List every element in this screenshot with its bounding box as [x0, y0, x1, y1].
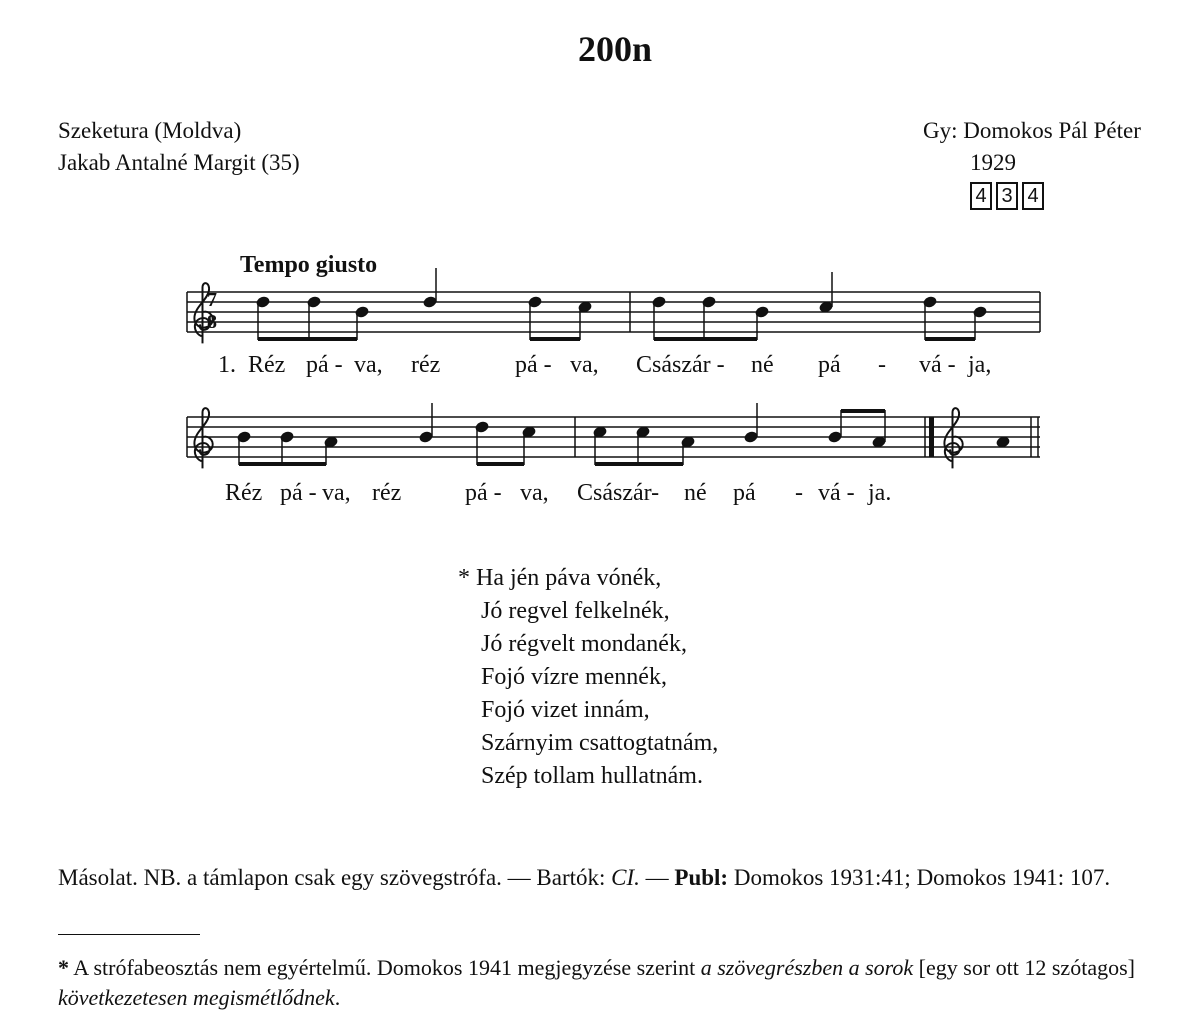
verse-number: 1.: [218, 352, 236, 378]
footnote-italic: következetesen megismétlődnek: [58, 985, 335, 1010]
lyric-syllable: vá -: [919, 352, 956, 378]
lyric-syllable: -: [878, 352, 886, 378]
footnote-text: [egy sor ott 12 szótagos]: [913, 955, 1135, 980]
footnote-divider: [58, 934, 200, 935]
footnote-marker: *: [458, 565, 470, 591]
note-text: Domokos 1931:41; Domokos 1941: 107.: [728, 865, 1111, 890]
lyric-syllable: va,: [354, 352, 383, 378]
source-note: [58, 862, 1170, 893]
note-text: —: [639, 865, 675, 890]
lyric-syllable: pá: [818, 352, 841, 378]
lyric-syllable: Császár -: [636, 352, 725, 378]
lyric-syllable: né: [684, 480, 707, 506]
lyric-syllable: Réz: [225, 480, 263, 506]
poem-line: [458, 562, 718, 595]
collector-label: Gy: Domokos Pál Péter: [923, 118, 1141, 143]
poem-line: Jó regvel felkelnék,: [481, 598, 670, 624]
place-label: Szeketura (Moldva): [58, 118, 242, 143]
lyric-syllable: pá -: [515, 352, 552, 378]
lyric-syllable: Réz: [248, 352, 286, 378]
double-barline: [929, 417, 934, 457]
lyric-syllable: né: [751, 352, 774, 378]
lyric-syllable: va,: [322, 480, 351, 506]
lyric-syllable: ja.: [868, 480, 892, 506]
footnote-marker: *: [58, 955, 69, 980]
footnote: [58, 953, 1170, 1013]
poem-line: Fojó vízre mennék,: [481, 664, 667, 690]
poem-line: Szép tollam hullatnám.: [481, 763, 703, 789]
footnote-italic: a szövegrészben a sorok: [700, 955, 914, 980]
lyric-syllable: réz: [411, 352, 441, 378]
bartok-reference: CI.: [611, 865, 640, 890]
staff-lines-2: [187, 417, 1040, 457]
lyric-syllable: pá -: [306, 352, 343, 378]
lyric-syllable: Császár-: [577, 480, 660, 506]
footnote-text: .: [334, 985, 341, 1010]
poem-text: [458, 562, 718, 793]
poem-line: Fojó vizet innám,: [481, 697, 650, 723]
class-box: 3: [996, 182, 1018, 210]
poem-line-text: Ha jén páva vónék,: [476, 565, 662, 591]
tempo-marking: Tempo giusto: [240, 252, 378, 278]
year-label: 1929: [970, 150, 1016, 175]
lyric-syllable: va,: [520, 480, 549, 506]
notes-system-1: [256, 268, 987, 340]
class-box: 4: [1022, 182, 1044, 210]
lyric-syllable: vá -: [818, 480, 855, 506]
lyric-syllable: ja,: [968, 352, 992, 378]
lyric-syllable: pá: [733, 480, 756, 506]
lyric-syllable: pá -: [280, 480, 317, 506]
lyric-syllable: pá -: [465, 480, 502, 506]
poem-line: Jó régvelt mondanék,: [481, 631, 687, 657]
poem-line: Szárnyim csattogtatnám,: [481, 730, 719, 756]
lyric-syllable: réz: [372, 480, 402, 506]
time-sig-numerator: 7: [207, 289, 217, 311]
class-box: 4: [970, 182, 992, 210]
time-sig-denominator: 8: [207, 311, 217, 333]
note-text: Másolat. NB. a támlapon csak egy szövegstrófa. — Bartók:: [58, 865, 612, 890]
lyric-syllable: va,: [570, 352, 599, 378]
footnote-text: A strófabeosztás nem egyértelmű. Domokos 1941 megjegyzése szerint: [69, 955, 701, 980]
singer-label: Jakab Antalné Margit (35): [58, 150, 300, 175]
notes-system-2: [237, 403, 1010, 465]
publ-label: Publ:: [674, 865, 729, 890]
page-title: 200n: [577, 29, 653, 69]
lyric-syllable: -: [795, 480, 803, 506]
